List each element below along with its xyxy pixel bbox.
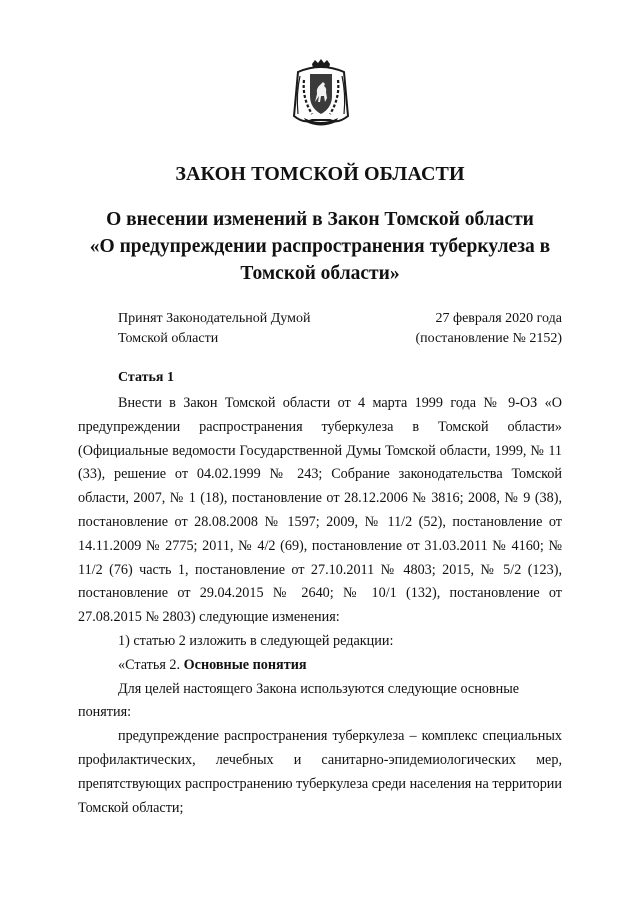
adopted-by-line: Принят Законодательной Думой [118, 311, 311, 326]
law-title-line: О внесении изменений в Закон Томской области [106, 209, 534, 230]
definition-paragraph: предупреждение распространения туберкулеза – комплекс специальных профилактических, лечебных и санитарно-эпидемиологических мер, препятствующих распространению туберкулеза среди населения на территории Томской области; [78, 728, 562, 816]
amendment-intro-paragraph: Внести в Закон Томской области от 4 марта 1999 года № 9-ОЗ «О предупреждении распространения туберкулеза в Томской области» (Официальные ведомости Государственной Думы Томской области, 1999, № 11 (33), решение от 04.02.1999 № 243; Собрание законодательства Томской области, 2007, № 1 (18), постановление от 28.12.2006 № 3816; 2008, № 9 (38), постановление от 28.08.2008 № 1597; 2009, № 11/2 (52), постановление от 14.11.2009 № 2775; 2011, № 4/2 (69), постановление от 31.03.2011 № 4160; № 11/2 (76) часть 1, постановление от 27.10.2011 № 4803; 2015, № 5/2 (123), постановление от 29.04.2015 № 2640; № 10/1 (132), постановление от 27.08.2015 № 2803) следующие изменения: [78, 395, 562, 626]
law-title-line: «О предупреждении распространения туберкулеза в [89, 236, 551, 257]
quoted-article-heading [78, 654, 562, 678]
quoted-article-number: «Статья 2. [118, 656, 181, 673]
definitions-purpose: Для целей настоящего Закона используются следующие основные понятия: [78, 680, 520, 721]
adoption-date-block [415, 309, 562, 349]
coat-of-arms-icon [290, 58, 352, 130]
resolution-number: (постановление № 2152) [415, 331, 562, 346]
law-title-line: Томской области» [240, 263, 400, 284]
adoption-date: 27 февраля 2020 года [435, 311, 562, 326]
adopted-by-block [118, 309, 310, 349]
article-heading: Статья 1 [118, 370, 174, 385]
quoted-article-title: Основные понятия [183, 656, 307, 673]
law-title [60, 206, 580, 287]
amendment-item: 1) статью 2 изложить в следующей редакции: [118, 632, 394, 649]
adopted-by-line: Томской области [118, 331, 219, 346]
article-body [78, 392, 562, 820]
law-type-heading: ЗАКОН ТОМСКОЙ ОБЛАСТИ [175, 163, 465, 185]
